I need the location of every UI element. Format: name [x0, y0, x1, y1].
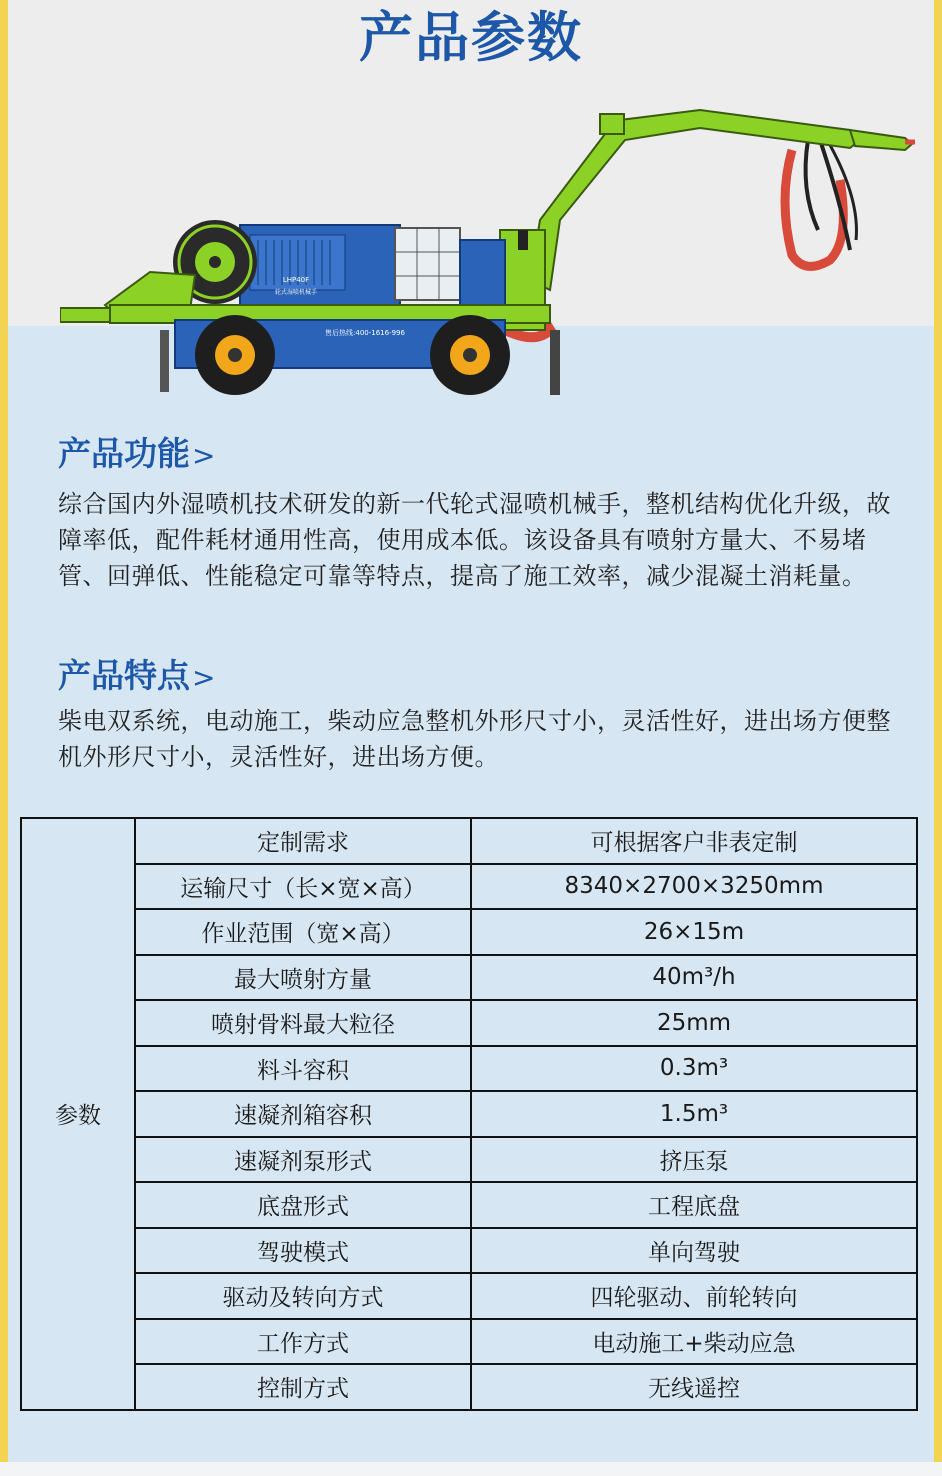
param-value: 单向驾驶: [471, 1228, 917, 1274]
hotline-label: 售后热线:400-1616-996: [325, 329, 405, 337]
param-name: 驱动及转向方式: [135, 1273, 471, 1319]
table-row: [21, 1319, 917, 1365]
param-name: 速凝剂泵形式: [135, 1137, 471, 1183]
param-value: 1.5m³: [471, 1091, 917, 1137]
param-value: 工程底盘: [471, 1182, 917, 1228]
param-value: 25mm: [471, 1000, 917, 1046]
page-title: 产品参数: [359, 6, 583, 69]
param-name: 喷射骨料最大粒径: [135, 1000, 471, 1046]
param-name: 料斗容积: [135, 1046, 471, 1092]
params-table: [20, 817, 918, 1411]
param-value: 0.3m³: [471, 1046, 917, 1092]
table-row: [21, 1137, 917, 1183]
param-value: 26×15m: [471, 909, 917, 955]
table-row: [21, 1091, 917, 1137]
param-name: 工作方式: [135, 1319, 471, 1365]
table-row: [21, 1228, 917, 1274]
param-name: 作业范围（宽×高）: [135, 909, 471, 955]
table-row: [21, 864, 917, 910]
param-value: 四轮驱动、前轮转向: [471, 1273, 917, 1319]
param-value: 8340×2700×3250mm: [471, 864, 917, 910]
feature-description: 柴电双系统，电动施工，柴动应急整机外形尺寸小，灵活性好，进出场方便整机外形尺寸小，灵活性好，进出场方便。: [58, 707, 891, 771]
feature-heading-label: 产品特点: [58, 656, 190, 695]
function-heading-label: 产品功能: [58, 434, 190, 473]
function-description: 综合国内外湿喷机技术研发的新一代轮式湿喷机械手，整机结构优化升级，故障率低，配件耗材通用性高，使用成本低。该设备具有喷射方量大、不易堵管、回弹低、性能稳定可靠等特点，提高了施工效率，减少混凝土消耗量。: [58, 490, 891, 590]
table-row: [21, 1000, 917, 1046]
table-row: [21, 1364, 917, 1410]
param-value: 电动施工+柴动应急: [471, 1319, 917, 1365]
param-value: 挤压泵: [471, 1137, 917, 1183]
function-heading: [58, 434, 215, 476]
param-value: 可根据客户非表定制: [471, 818, 917, 864]
table-row: [21, 1182, 917, 1228]
model-label: LHP40F: [282, 276, 310, 284]
shotcrete-machine-image: [60, 100, 920, 400]
bottom-strip: [0, 1462, 942, 1476]
table-row: [21, 1273, 917, 1319]
param-value: 无线遥控: [471, 1364, 917, 1410]
feature-heading: [58, 656, 215, 698]
param-name: 控制方式: [135, 1364, 471, 1410]
param-group-label: 参数: [21, 818, 135, 1410]
param-name: 最大喷射方量: [135, 955, 471, 1001]
param-name: 速凝剂箱容积: [135, 1091, 471, 1137]
param-name: 底盘形式: [135, 1182, 471, 1228]
table-row: [21, 955, 917, 1001]
param-name: 运输尺寸（长×宽×高）: [135, 864, 471, 910]
chevron-right-icon: >: [192, 661, 216, 694]
param-name: 定制需求: [135, 818, 471, 864]
machine-name-label: 轮式湿喷机械手: [274, 289, 318, 296]
table-row: [21, 909, 917, 955]
page: [8, 0, 934, 1476]
chevron-right-icon: >: [192, 439, 216, 472]
table-row: [21, 818, 917, 864]
table-row: [21, 1046, 917, 1092]
param-value: 40m³/h: [471, 955, 917, 1001]
param-name: 驾驶模式: [135, 1228, 471, 1274]
